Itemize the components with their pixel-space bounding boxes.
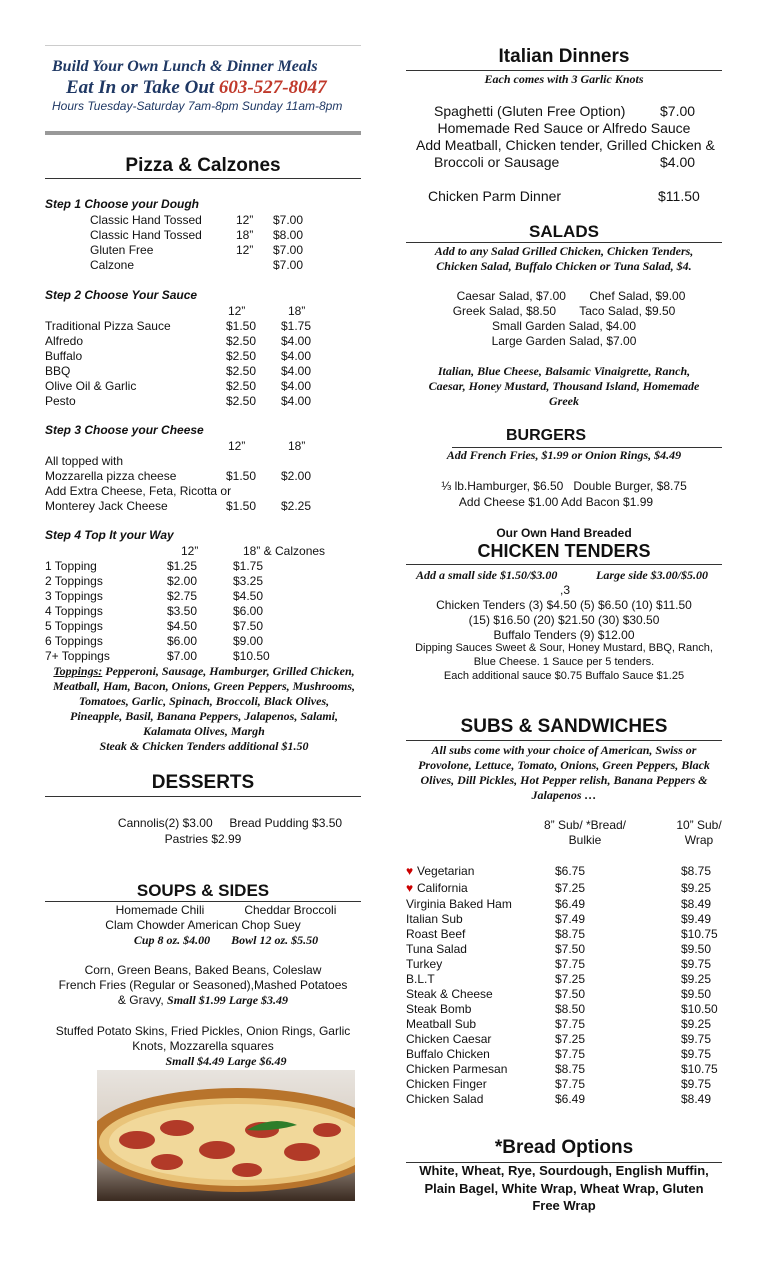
- step1-title: Step 1 Choose your Dough: [45, 197, 200, 211]
- bread-l2: Plain Bagel, White Wrap, Wheat Wrap, Gluten: [424, 1181, 704, 1196]
- sub-price-10: $9.75: [681, 1077, 712, 1091]
- step3-l2: Mozzarella pizza cheese: [45, 469, 177, 483]
- sub-name: Chicken Caesar: [406, 1032, 492, 1046]
- italian-l5: Chicken Parm Dinner: [428, 188, 562, 204]
- sub-price-10: $9.25: [681, 972, 712, 986]
- italian-p4: $4.00: [660, 154, 696, 170]
- soups-l3: Cup 8 oz. $4.00 Bowl 12 oz. $5.50: [133, 933, 319, 947]
- sub-name: Turkey: [406, 957, 443, 971]
- sub-price-8: $6.49: [555, 897, 586, 911]
- sub-name: Buffalo Chicken: [406, 1047, 490, 1061]
- step3-title: Step 3 Choose your Cheese: [45, 423, 204, 437]
- subs-title: SUBS & SANDWICHES: [460, 716, 668, 737]
- soups-l7: Stuffed Potato Skins, Fried Pickles, Onion Rings, Garlic: [55, 1024, 351, 1038]
- topping-price-12: $2.00: [167, 574, 198, 588]
- sub-price-8: $8.50: [555, 1002, 586, 1016]
- step2-h18: 18”: [288, 304, 306, 318]
- italian-p5: $11.50: [658, 188, 700, 204]
- salads-sub2: Chicken Salad, Buffalo Chicken or Tuna Salad, $4.: [436, 259, 692, 273]
- sub-name: Roast Beef: [406, 927, 466, 941]
- sub-price-10: $8.49: [681, 1092, 712, 1106]
- topping-count: 5 Toppings: [45, 619, 103, 633]
- salads-l2: Greek Salad, $8.50 Taco Salad, $9.50: [452, 304, 676, 318]
- burgers-sub: Add French Fries, $1.99 or Onion Rings, $4.49: [446, 448, 682, 462]
- tenders-l2: (15) $16.50 (20) $21.50 (30) $30.50: [468, 613, 660, 627]
- step3-l1: All topped with: [45, 454, 124, 468]
- topping-price-12: $4.50: [167, 619, 198, 633]
- burgers-l1: ⅓ lb.Hamburger, $6.50 Double Burger, $8.75: [441, 479, 687, 493]
- salads-l1: Caesar Salad, $7.00 Chef Salad, $9.00: [456, 289, 686, 303]
- italian-l4: Broccoli or Sausage: [434, 154, 560, 170]
- tenders-stray: ,3: [560, 583, 571, 597]
- sub-price-10: $9.25: [681, 1017, 712, 1031]
- sub-name: Chicken Finger: [406, 1077, 487, 1091]
- banner-hours: Hours Tuesday-Saturday 7am-8pm Sunday 11am-8pm: [52, 99, 343, 113]
- topping-price-18: $7.50: [233, 619, 264, 633]
- sauce-price-18: $4.00: [281, 364, 312, 378]
- topping-price-18: $9.00: [233, 634, 264, 648]
- dough-name: Classic Hand Tossed: [90, 228, 202, 242]
- sauce-name: Buffalo: [45, 349, 83, 363]
- tenders-l3: Buffalo Tenders (9) $12.00: [493, 628, 635, 642]
- sub-price-10: $9.75: [681, 1047, 712, 1061]
- subs-d2: Provolone, Lettuce, Tomato, Onions, Green Peppers, Black: [418, 758, 710, 772]
- salads-d3: Greek: [549, 394, 579, 408]
- sauce-name: Alfredo: [45, 334, 84, 348]
- salads-d1: Italian, Blue Cheese, Balsamic Vinaigrette, Ranch,: [437, 364, 691, 378]
- sub-name: Steak & Cheese: [406, 987, 493, 1001]
- sauce-name: BBQ: [45, 364, 71, 378]
- step3-h18: 18”: [288, 439, 306, 453]
- subs-h2a: 10” Sub/: [676, 818, 722, 832]
- sub-price-8: $7.75: [555, 1047, 586, 1061]
- subs-d1: All subs come with your choice of American, Swiss or: [431, 743, 697, 757]
- sub-price-8: $7.75: [555, 1077, 586, 1091]
- toppings-label: Toppings:: [53, 664, 103, 678]
- tenders-l1: Chicken Tenders (3) $4.50 (5) $6.50 (10) $11.50: [436, 598, 692, 612]
- sub-name: B.L.T: [406, 972, 435, 986]
- salads-l4: Large Garden Salad, $7.00: [491, 334, 637, 348]
- soups-l5: French Fries (Regular or Seasoned),Mashed Potatoes: [58, 978, 348, 992]
- sub-name: Italian Sub: [406, 912, 463, 926]
- sub-name: California: [417, 881, 468, 895]
- dough-price: $7.00: [273, 243, 304, 257]
- sauce-name: Pesto: [45, 394, 76, 408]
- sub-price-10: $8.49: [681, 897, 712, 911]
- desserts-title: DESSERTS: [151, 772, 255, 793]
- italian-l3: Add Meatball, Chicken tender, Grilled Chicken &: [416, 137, 715, 153]
- sub-price-8: $7.49: [555, 912, 586, 926]
- topping-count: 2 Toppings: [45, 574, 103, 588]
- sauce-price-18: $1.75: [281, 319, 312, 333]
- soups-l2: Clam Chowder American Chop Suey: [105, 918, 301, 932]
- bread-title: *Bread Options: [494, 1137, 634, 1158]
- step4-h12: 12”: [181, 544, 199, 558]
- heart-icon: ♥: [406, 864, 414, 878]
- sub-price-10: $10.75: [681, 1062, 718, 1076]
- banner-eat-in: Eat In or Take Out: [66, 77, 219, 98]
- dough-price: $7.00: [273, 258, 304, 272]
- subs-d4: Jalapenos …: [531, 788, 597, 802]
- soups-l1: Homemade Chili Cheddar Broccoli: [115, 903, 337, 917]
- sub-price-8: $7.25: [555, 972, 586, 986]
- tenders-pre: Our Own Hand Breaded: [496, 526, 632, 540]
- subs-d3: Olives, Dill Pickles, Hot Pepper relish, Banana Peppers &: [420, 773, 708, 787]
- step3-p4a: $1.50: [226, 499, 257, 513]
- sauce-price-12: $2.50: [226, 379, 257, 393]
- toppings-list: Pepperoni, Sausage, Hamburger, Grilled Chicken, Meatball, Ham, Bacon, Onions, Green Peppers, Mushrooms, Tomatoes, Garlic, Spinach, Broccoli, Black Olives, Pineapple, Basil, Banana Peppers, Jalapenos, Salami, Kalamata Olives, Margh: [52, 664, 356, 738]
- sauce-price-18: $4.00: [281, 349, 312, 363]
- tenders-subA: Add a small side $1.50/$3.00: [416, 568, 558, 582]
- sauce-name: Traditional Pizza Sauce: [45, 319, 171, 333]
- sauce-price-12: $2.50: [226, 364, 257, 378]
- sub-price-8: $8.75: [555, 927, 586, 941]
- italian-l1: Spaghetti (Gluten Free Option): [434, 103, 626, 119]
- dough-price: $8.00: [273, 228, 304, 242]
- italian-title: Italian Dinners: [498, 46, 630, 67]
- soups-l6a: & Gravy,: [117, 993, 168, 1007]
- dough-name: Gluten Free: [90, 243, 154, 257]
- sub-price-10: $9.50: [681, 942, 712, 956]
- tenders-l6: Each additional sauce $0.75 Buffalo Sauce $1.25: [443, 670, 685, 682]
- topping-price-12: $2.75: [167, 589, 198, 603]
- tenders-l5: Blue Cheese. 1 Sauce per 5 tenders.: [473, 656, 655, 668]
- salads-title: SALADS: [529, 222, 599, 241]
- step3-p2b: $2.00: [281, 469, 312, 483]
- sauce-price-12: $2.50: [226, 334, 257, 348]
- burgers-l2: Add Cheese $1.00 Add Bacon $1.99: [458, 495, 654, 509]
- tenders-title: CHICKEN TENDERS: [477, 541, 651, 561]
- sauce-price-18: $4.00: [281, 379, 312, 393]
- sauce-price-12: $2.50: [226, 349, 257, 363]
- burgers-title: BURGERS: [505, 427, 586, 444]
- soups-l6: [45, 993, 361, 1008]
- dough-size: 18”: [236, 228, 254, 242]
- salads-d2: Caesar, Honey Mustard, Thousand Island, Homemade: [428, 379, 700, 393]
- italian-sub: Each comes with 3 Garlic Knots: [484, 72, 644, 86]
- soups-l8: Knots, Mozzarella squares: [132, 1039, 274, 1053]
- toppings-text: [52, 664, 356, 754]
- topping-count: 1 Topping: [45, 559, 97, 573]
- step4-title: Step 4 Top It your Way: [45, 528, 174, 542]
- sub-price-10: $9.25: [681, 881, 712, 895]
- step2-h12: 12”: [228, 304, 246, 318]
- dough-price: $7.00: [273, 213, 304, 227]
- sub-name: Chicken Parmesan: [406, 1062, 508, 1076]
- sauce-name: Olive Oil & Garlic: [45, 379, 137, 393]
- sub-price-10: $8.75: [681, 864, 712, 878]
- topping-count: 6 Toppings: [45, 634, 103, 648]
- sub-price-8: $6.49: [555, 1092, 586, 1106]
- heart-icon: ♥: [406, 881, 414, 895]
- sub-price-10: $9.50: [681, 987, 712, 1001]
- sub-price-8: $7.50: [555, 942, 586, 956]
- soups-l6b: Small $1.99 Large $3.49: [167, 993, 289, 1007]
- step2-title: Step 2 Choose Your Sauce: [45, 288, 198, 302]
- topping-count: 3 Toppings: [45, 589, 103, 603]
- subs-h1: [530, 818, 640, 848]
- salads-l3: Small Garden Salad, $4.00: [491, 319, 637, 333]
- step3-l4: Monterey Jack Cheese: [45, 499, 168, 513]
- italian-l2: Homemade Red Sauce or Alfredo Sauce: [437, 120, 691, 136]
- banner-line1: Build Your Own Lunch & Dinner Meals: [52, 58, 318, 75]
- topping-price-18: $10.50: [233, 649, 270, 663]
- step3-p4b: $2.25: [281, 499, 312, 513]
- sub-price-8: $7.25: [555, 881, 586, 895]
- sub-name: Virginia Baked Ham: [406, 897, 512, 911]
- sub-price-10: $9.75: [681, 1032, 712, 1046]
- sub-price-8: $7.25: [555, 1032, 586, 1046]
- sub-price-8: $7.75: [555, 957, 586, 971]
- italian-p1: $7.00: [660, 103, 696, 119]
- topping-price-12: $3.50: [167, 604, 198, 618]
- sauce-price-12: $2.50: [226, 394, 257, 408]
- subs-h2: [668, 818, 730, 848]
- sub-name: Tuna Salad: [406, 942, 467, 956]
- step3-p2a: $1.50: [226, 469, 257, 483]
- topping-count: 7+ Toppings: [45, 649, 110, 663]
- sub-name: Vegetarian: [417, 864, 475, 878]
- subs-h1b: Bulkie: [568, 833, 602, 847]
- bread-l1: White, Wheat, Rye, Sourdough, English Muffin,: [419, 1163, 709, 1178]
- step4-h18: 18” & Calzones: [243, 544, 326, 558]
- sub-price-8: $7.75: [555, 1017, 586, 1031]
- desserts-l2: Pastries $2.99: [164, 832, 242, 846]
- topping-price-12: $7.00: [167, 649, 198, 663]
- bread-l3: Free Wrap: [532, 1198, 596, 1213]
- subs-h2b: Wrap: [684, 833, 714, 847]
- dough-size: 12”: [236, 213, 254, 227]
- pizza-title: Pizza & Calzones: [125, 155, 281, 176]
- step3-h12: 12”: [228, 439, 246, 453]
- step3-l3: Add Extra Cheese, Feta, Ricotta or: [45, 484, 232, 498]
- sub-price-8: $6.75: [555, 864, 586, 878]
- sub-name: Chicken Salad: [406, 1092, 484, 1106]
- pizza-icon: [97, 1070, 355, 1201]
- sub-price-10: $9.49: [681, 912, 712, 926]
- sub-name: Steak Bomb: [406, 1002, 472, 1016]
- topping-price-18: $1.75: [233, 559, 264, 573]
- topping-price-12: $6.00: [167, 634, 198, 648]
- sub-price-10: $10.75: [681, 927, 718, 941]
- desserts-l1: Cannolis(2) $3.00 Bread Pudding $3.50: [117, 816, 343, 830]
- banner-line2: [66, 77, 327, 99]
- sauce-price-12: $1.50: [226, 319, 257, 333]
- sub-price-10: $9.75: [681, 957, 712, 971]
- subs-h1a: 8” Sub/ *Bread/: [543, 818, 627, 832]
- sub-price-8: $7.50: [555, 987, 586, 1001]
- sauce-price-18: $4.00: [281, 334, 312, 348]
- dough-size: 12”: [236, 243, 254, 257]
- topping-price-18: $4.50: [233, 589, 264, 603]
- soups-title: SOUPS & SIDES: [136, 881, 270, 900]
- sub-name: Meatball Sub: [406, 1017, 477, 1031]
- sauce-price-18: $4.00: [281, 394, 312, 408]
- soups-l9: Small $4.49 Large $6.49: [165, 1054, 287, 1068]
- dough-name: Classic Hand Tossed: [90, 213, 202, 227]
- dough-name: Calzone: [90, 258, 135, 272]
- banner-phone[interactable]: 603-527-8047: [218, 77, 327, 98]
- sub-price-8: $8.75: [555, 1062, 586, 1076]
- topping-price-12: $1.25: [167, 559, 198, 573]
- topping-count: 4 Toppings: [45, 604, 103, 618]
- topping-price-18: $6.00: [233, 604, 264, 618]
- sub-price-10: $10.50: [681, 1002, 718, 1016]
- salads-sub1: Add to any Salad Grilled Chicken, Chicken Tenders,: [434, 244, 694, 258]
- topping-price-18: $3.25: [233, 574, 264, 588]
- toppings-note: Steak & Chicken Tenders additional $1.50: [99, 739, 309, 753]
- soups-l4: Corn, Green Beans, Baked Beans, Coleslaw: [84, 963, 322, 977]
- tenders-l4: Dipping Sauces Sweet & Sour, Honey Mustard, BBQ, Ranch,: [415, 642, 713, 654]
- tenders-subB: Large side $3.00/$5.00: [596, 568, 708, 582]
- pizza-photo: [97, 1070, 355, 1201]
